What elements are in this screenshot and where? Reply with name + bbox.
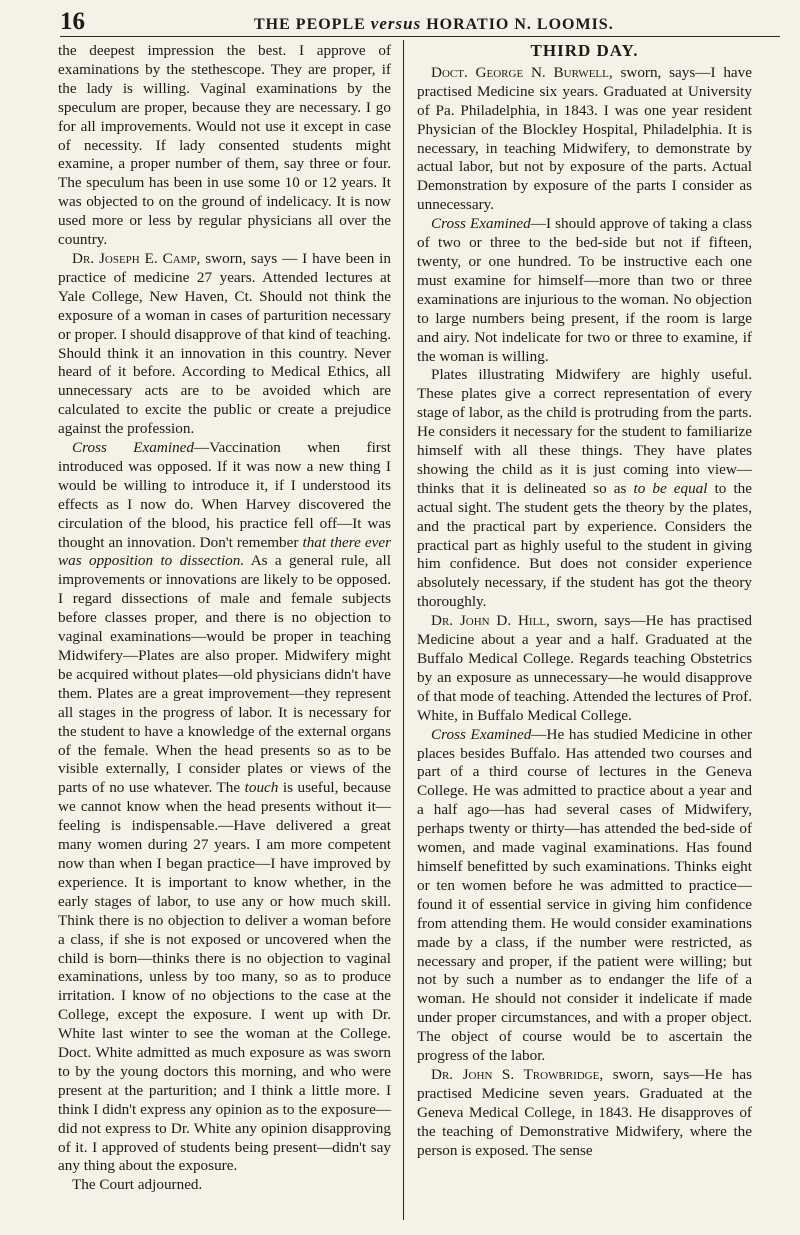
right-paragraph-hill-cross	[417, 726, 752, 1066]
right-paragraph-burwell-cross	[417, 215, 752, 366]
plates-text-a: Plates illustrating Midwifery are highly useful. These plates give a correct representation of every stage of labor, as the child is protruding from the parts. He considers it necessary for the student to familiarize himself with all these things. They have plates showing the child as it is just coming into view—thinks that it is delineated so as	[417, 366, 752, 497]
cross-text-c: is useful, because we cannot know when the head presents without it—feeling is indispensable.—Have delivered a great many women during 27 years. I am more competent now than when I began practice—I have improved by experience. It is important to know whether, in the early stages of labor, to use any or how much skill. Think there is no objection to deliver a woman before a class, if she is not exposed or uncovered when the child is born—thinks there is no objection to vaginal examinations, unless by too many, so as to produce irritation. I know of no objections to the case at the College, except the exposure. I went up with Dr. White last winter to see the woman at the College. Doct. White admitted as much exposure as was sworn to by the young doctors this morning, and who were present at the parturition; and I think a little more. I think I didn't express any opinion as to the exposure—did not express to Dr. White any opinion disapproving of it. I approved of students being present—didn't say any thing about the exposure.	[58, 779, 392, 1175]
testimony-burwell: sworn, says—I have practised Medicine six years. Graduated at University of Pa. Philadelphia, in 1843. I was one year resident Physician of the Blockley Hospital, Philadelphia. It is necessary, in teaching Midwifery, to demonstrate by actual labor, but not by exposure of the parts. Actual Demonstration by exposure of the parts I consider as unnecessary.	[417, 63, 752, 214]
cross-examined-label-burwell: Cross Examined	[431, 215, 531, 233]
left-paragraph-cross	[58, 439, 391, 1176]
right-paragraph-burwell	[417, 64, 752, 215]
title-part-1: THE PEOPLE	[254, 16, 366, 33]
page-number: 16	[60, 8, 85, 35]
running-header	[60, 6, 780, 37]
right-paragraph-trowbridge	[417, 1066, 752, 1161]
left-column	[58, 42, 391, 1195]
title-versus: versus	[370, 14, 422, 33]
witness-name-hill: Dr. John D. Hill,	[431, 612, 550, 630]
plates-italic: to be equal	[633, 479, 708, 497]
title-part-2: HORATIO N. LOOMIS.	[426, 16, 614, 33]
cross-text-a: —Vaccination when first introduced was opposed. If it was now a new thing I would be willing to introduce it, if I understood its effects as I now do. When Harvey discovered the circulation of the blood, his practice fell off—It was thought an innovation. Don't remember	[58, 439, 391, 551]
witness-name-trowbridge: Dr. John S. Trowbridge,	[431, 1065, 604, 1083]
cross-text-burwell: —I should approve of taking a class of two or three to the bed-side but not if fifteen, twenty, or one hundred. To be instructive each one must examine for himself—more than two or three examinations are injurious to the woman. No objection to large numbers being present, if the room is large and airy. Not indelicate for two or three to examine, if the woman is willing.	[417, 215, 753, 365]
column-divider	[403, 40, 404, 1220]
right-paragraph-hill	[417, 612, 752, 725]
court-adjourned: The Court adjourned.	[72, 1176, 203, 1194]
left-paragraph-camp	[58, 250, 391, 439]
witness-name-burwell: Doct. George N. Burwell,	[431, 63, 613, 81]
cross-italic-dissection: that there ever was opposition to dissection.	[58, 533, 392, 570]
plates-text-b: to the actual sight. The student gets the theory by the plates, and the practical part by experience. Considers the practical part as highly useful to the student in giving him confidence. But does not consider experience absolutely necessary, if the student has got the theory thoroughly.	[417, 479, 752, 611]
cross-text-hill: —He has studied Medicine in other places besides Buffalo. Has attended two courses and part of a third course of lectures in the Geneva College. He was admitted to practice about a year and a half ago—has had several cases of Midwifery, perhaps twenty or thirty—has attended the bed-side of women, and made vaginal examinations. Has found himself benefitted by such examinations. Thinks eight or ten women before he was admitted to practice—found it of essential service in giving him confidence from attending them. He would consider examinations made by a class, if the number were restricted, as necessary and proper, if the patient were willing; but not by such a number as to endanger the life of a woman. He should not consider it indelicate if made under proper circumstances, and with a proper object. The object of course would be to ascertain the progress of the labor.	[417, 725, 753, 1065]
left-paragraph-1: the deepest impression the best. I approve of examinations by the stethescope. They are proper, if the lady is willing. Vaginal examinations by the speculum are proper, because they are necessary. I go for all improvements. Would not use it except in case of necessity. If lady consented students might examine, a proper number of them, say three or four. The speculum has been in use some 10 or 12 years. It was objected to on the ground of indelicacy. It is now used more or less by regular physicians all over the country.	[58, 42, 391, 249]
right-column	[417, 42, 752, 1160]
right-paragraph-plates	[417, 366, 752, 612]
testimony-hill: sworn, says—He has practised Medicine about a year and a half. Graduated at the Buffalo Medical College. Regards teaching Obstetrics by an exposure as unnecessary—he would disapprove of that mode of teaching. Attended the lectures of Prof. White, in Buffalo Medical College.	[417, 612, 752, 724]
cross-examined-label: Cross Examined	[72, 439, 194, 457]
section-heading-third-day: THIRD DAY.	[530, 41, 639, 60]
cross-text-b: As a general rule, all improvements or innovations are likely to be opposed. I regard dissections of male and female subjects before classes proper, and there is no objection to vaginal examinations—would be proper in teaching Midwifery—Plates are also proper. Midwifery might be acquired without plates—old physicians didn't have them. Plates are a great improvement—they represent all stages in the progress of labor. It is necessary for the student to have a knowledge of the external organs of the female. When the head presents so as to be visible externally, I consider plates or views of the parts of no use whatever. The	[58, 552, 391, 797]
cross-examined-label-hill: Cross Examined	[431, 725, 532, 743]
cross-italic-touch: touch	[244, 779, 279, 797]
testimony-trowbridge: sworn, says—He has practised Medicine seven years. Graduated at the Geneva Medical College, in 1843. He disapproves of the teaching of Demonstrative Midwifery, where the person is exposed. The sense	[417, 1065, 752, 1159]
testimony-camp: sworn, says — I have been in practice of medicine 27 years. Attended lectures at Yale College, New Haven, Ct. Should not think the exposure of a woman in cases of parturition necessary or proper. I should disapprove of that kind of teaching. Should think it an innovation in this country. Never heard of it before. According to Medical Ethics, all unnecessary acts are to be avoided which are calculated to excite the public or create a prejudice against the profession.	[58, 249, 391, 438]
running-title	[254, 14, 614, 34]
witness-name-camp: Dr. Joseph E. Camp,	[72, 249, 201, 267]
